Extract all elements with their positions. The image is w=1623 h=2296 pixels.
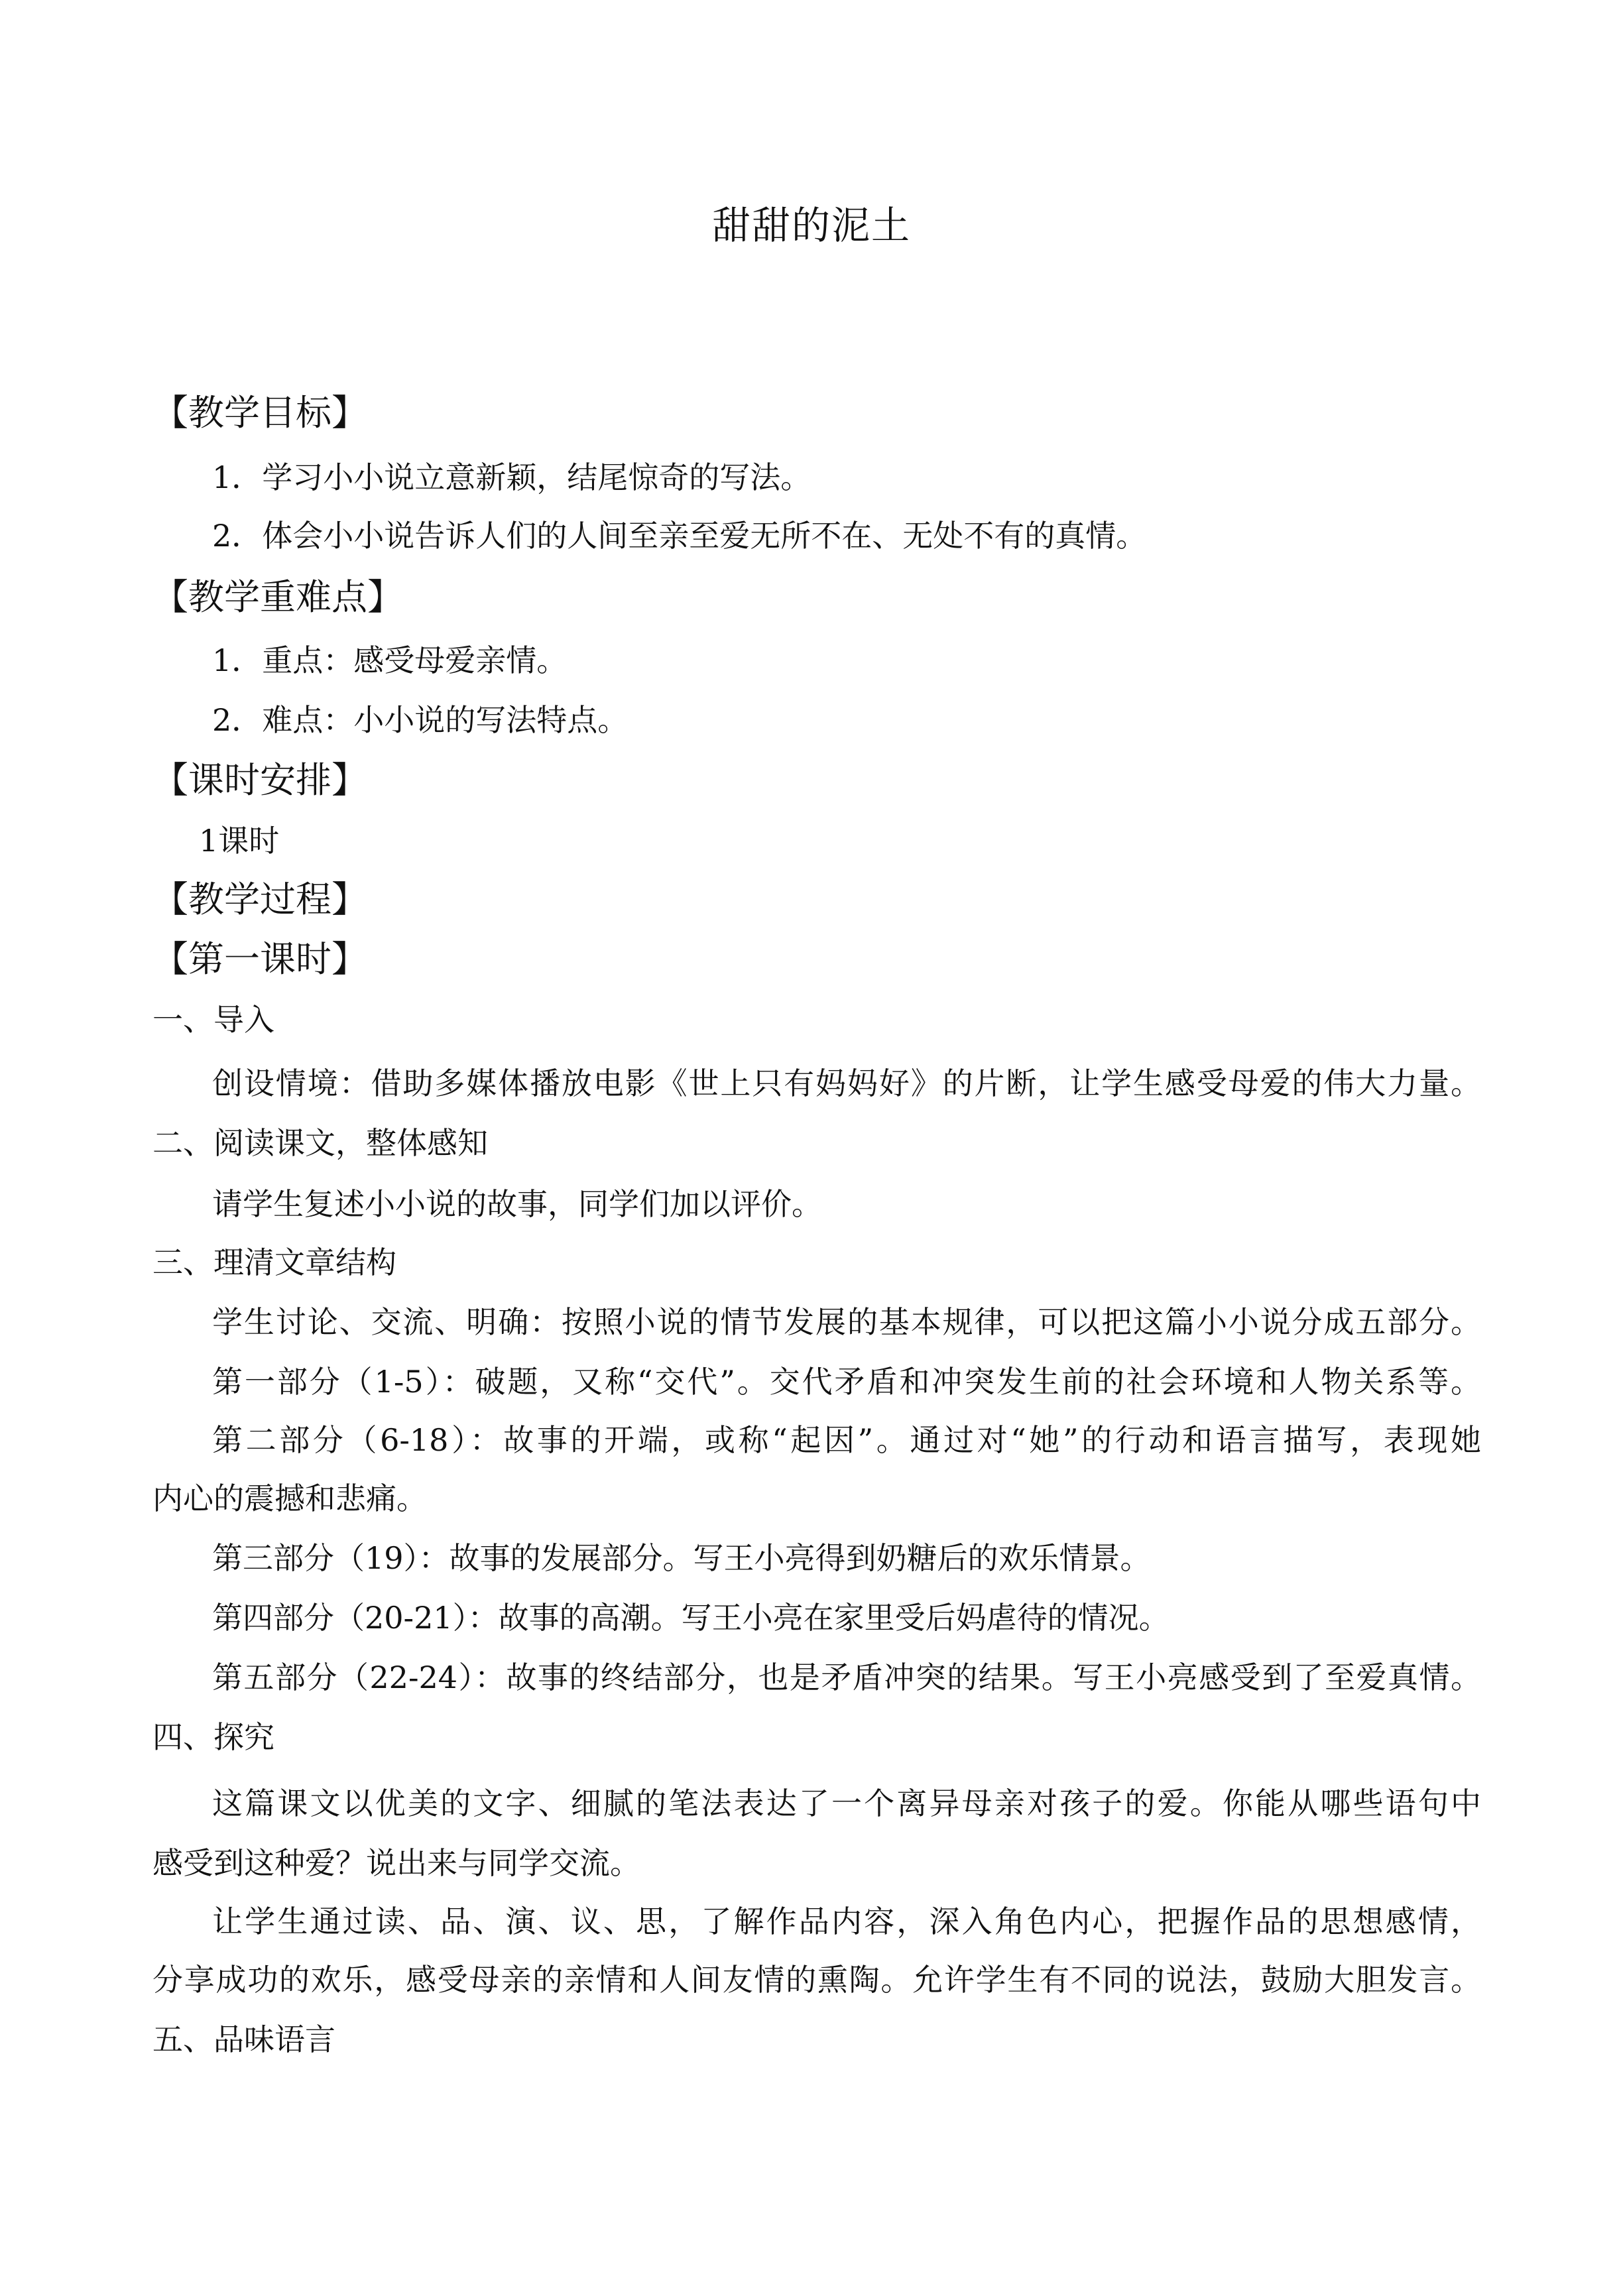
step3-line-text: 第二部分（6-18）：故事的开端，或称“起因”。通过对“她”的行动和语言描写，表现她 xyxy=(212,1422,1481,1458)
schedule-heading: 【课时安排】 xyxy=(152,759,367,801)
step3-line xyxy=(212,1420,1481,1460)
step4-line xyxy=(212,1783,1481,1823)
step1-heading: 一、导入 xyxy=(152,1002,274,1038)
step4-line xyxy=(212,1902,1481,1941)
step1-text xyxy=(212,1063,1481,1103)
step3-line: 第四部分（20-21）：故事的高潮。写王小亮在家里受后妈虐待的情况。 xyxy=(212,1600,1170,1636)
objective-item: 2．体会小小说告诉人们的人间至亲至爱无所不在、无处不有的真情。 xyxy=(212,518,1147,554)
step1-line: 创设情境：借助多媒体播放电影《世上只有妈妈好》的片断，让学生感受母爱的伟大力量。 xyxy=(212,1065,1481,1101)
objectives-heading: 【教学目标】 xyxy=(152,392,367,434)
step3-heading: 三、理清文章结构 xyxy=(152,1244,396,1280)
step3-line: 内心的震撼和悲痛。 xyxy=(152,1480,427,1516)
step2-heading: 二、阅读课文，整体感知 xyxy=(152,1125,488,1161)
step3-line-text: 第五部分（22-24）：故事的终结部分，也是矛盾冲突的结果。写王小亮感受到了至爱真情。 xyxy=(212,1660,1481,1695)
step3-line xyxy=(212,1302,1481,1342)
process-heading: 【教学过程】 xyxy=(152,878,367,920)
key-point-item: 2．难点：小小说的写法特点。 xyxy=(212,702,629,738)
step3-line-text: 学生讨论、交流、明确：按照小说的情节发展的基本规律，可以把这篇小小说分成五部分。 xyxy=(212,1304,1481,1340)
step5-heading: 五、品味语言 xyxy=(152,2022,335,2057)
step3-line: 第三部分（19）：故事的发展部分。写王小亮得到奶糖后的欢乐情景。 xyxy=(212,1540,1151,1576)
step4-line-text: 让学生通过读、品、演、议、思，了解作品内容，深入角色内心，把握作品的思想感情， xyxy=(212,1903,1481,1939)
objective-item: 1．学习小小说立意新颖，结尾惊奇的写法。 xyxy=(212,459,812,495)
key-point-item: 1．重点：感受母爱亲情。 xyxy=(212,642,568,678)
schedule-text: 1课时 xyxy=(199,823,280,859)
step3-line xyxy=(212,1658,1481,1697)
step4-line xyxy=(152,1960,1481,2000)
step4-heading: 四、探究 xyxy=(152,1719,274,1755)
step4-line-text: 分享成功的欢乐，感受母亲的亲情和人间友情的熏陶。允许学生有不同的说法，鼓励大胆发言。 xyxy=(152,1962,1481,1998)
step4-line: 感受到这种爱？说出来与同学交流。 xyxy=(152,1845,640,1881)
step3-line xyxy=(212,1362,1481,1402)
step3-line-text: 第一部分（1-5）：破题，又称“交代”。交代矛盾和冲突发生前的社会环境和人物关系等。 xyxy=(212,1364,1481,1400)
step4-line-text: 这篇课文以优美的文字、细腻的笔法表达了一个离异母亲对孩子的爱。你能从哪些语句中 xyxy=(212,1785,1481,1821)
lesson1-heading: 【第一课时】 xyxy=(152,938,367,980)
step2-text: 请学生复述小小说的故事，同学们加以评价。 xyxy=(212,1186,822,1222)
key-points-heading: 【教学重难点】 xyxy=(152,576,403,618)
document-title: 甜甜的泥土 xyxy=(711,203,911,248)
